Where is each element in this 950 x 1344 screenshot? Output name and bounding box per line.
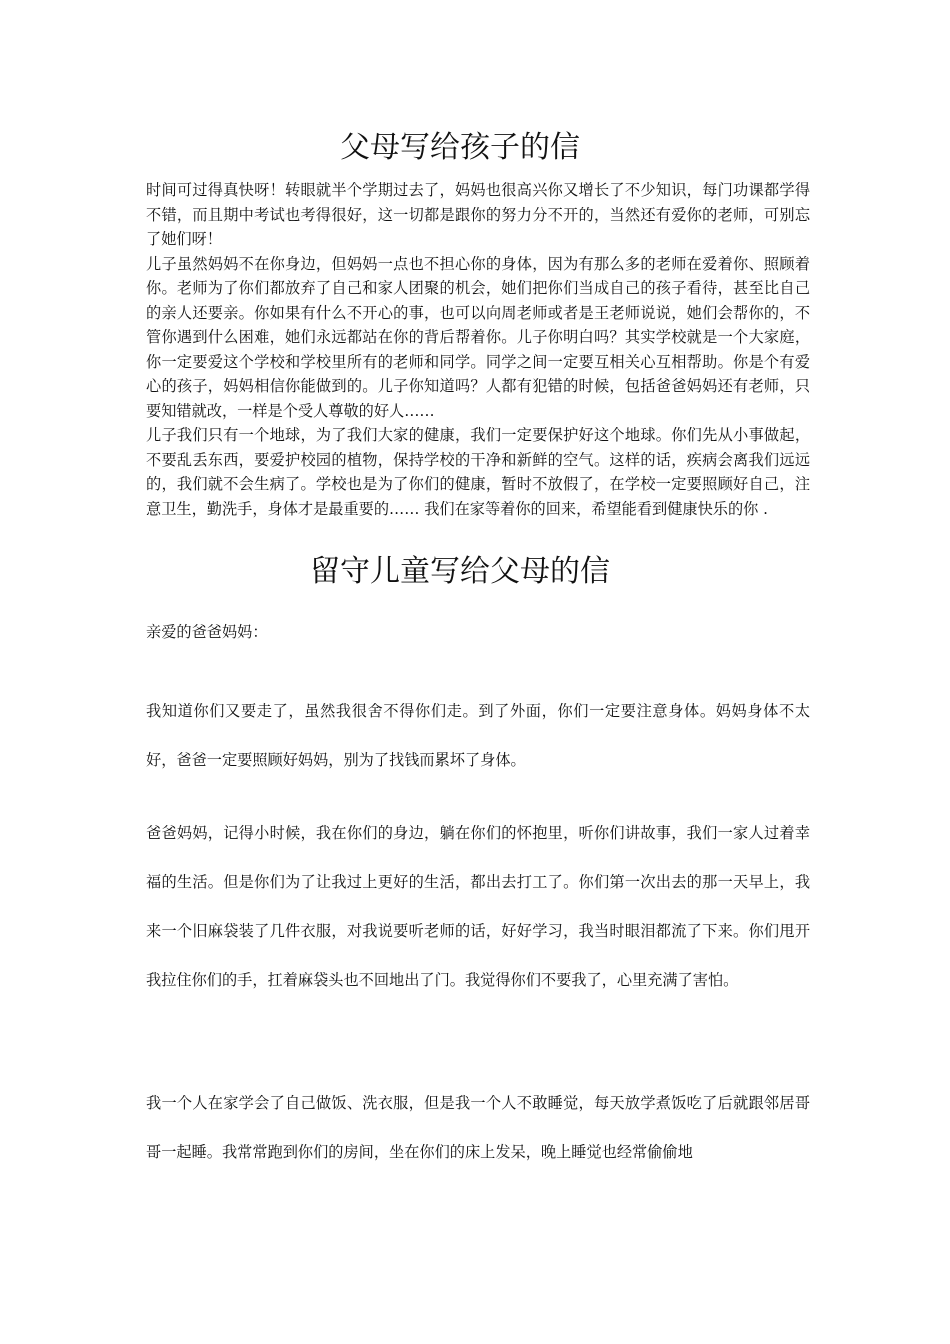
letter1-title: 父母写给孩子的信 bbox=[340, 130, 580, 165]
letter1-body bbox=[146, 178, 810, 521]
letter1-paragraph-3: 儿子我们只有一个地球，为了我们大家的健康，我们一定要保护好这个地球。你们先从小事做起，不要乱丢东西，要爱护校园的植物，保持学校的干净和新鲜的空气。这样的话，疾病会离我们远远的，我们就不会生病了。学校也是为了你们的健康，暂时不放假了，在学校一定要照顾好自己，注意卫生，勤洗手，身体才是最重要的…… 我们在家等着你的回来，希望能看到健康快乐的你 . bbox=[146, 426, 810, 518]
letter1-paragraph-1: 时间可过得真快呀！转眼就半个学期过去了，妈妈也很高兴你又增长了不少知识，每门功课都学得不错，而且期中考试也考得很好，这一切都是跟你的努力分不开的，当然还有爱你的老师，可别忘了她们呀！ bbox=[146, 181, 810, 248]
letter2-paragraph-3: 我一个人在家学会了自己做饭、洗衣服，但是我一个人不敢睡觉，每天放学煮饭吃了后就跟邻居哥哥一起睡。我常常跑到你们的房间，坐在你们的床上发呆，晚上睡觉也经常偷偷地 bbox=[146, 1094, 810, 1162]
letter2-body bbox=[146, 672, 810, 1172]
letter1-paragraph-2: 儿子虽然妈妈不在你身边，但妈妈一点也不担心你的身体，因为有那么多的老师在爱着你、照顾着你。老师为了你们都放弃了自己和家人团聚的机会，她们把你们当成自己的孩子看待，甚至比自己的亲人还要亲。你如果有什么不开心的事，也可以向周老师或者是王老师说说，她们会帮你的，不管你遇到什么困难，她们永远都站在你的背后帮着你。儿子你明白吗？其实学校就是一个大家庭，你一定要爱这个学校和学校里所有的老师和同学。同学之间一定要互相关心互相帮助。你是个有爱心的孩子，妈妈相信你能做到的。儿子你知道吗？人都有犯错的时候，包括爸爸妈妈还有老师，只要知错就改，一样是个受人尊敬的好人…… bbox=[146, 254, 810, 420]
letter2-paragraph-1: 我知道你们又要走了，虽然我很舍不得你们走。到了外面，你们一定要注意身体。妈妈身体不太好，爸爸一定要照顾好妈妈，别为了找钱而累坏了身体。 bbox=[146, 702, 810, 770]
letter2-paragraph-2: 爸爸妈妈，记得小时候，我在你们的身边，躺在你们的怀抱里，听你们讲故事，我们一家人过着幸福的生活。但是你们为了让我过上更好的生活，都出去打工了。你们第一次出去的那一天早上，我来一个旧麻袋装了几件衣服，对我说要听老师的话，好好学习，我当时眼泪都流了下来。你们甩开我拉住你们的手，扛着麻袋头也不回地出了门。我觉得你们不要我了，心里充满了害怕。 bbox=[146, 824, 810, 990]
letter2-salutation: 亲爱的爸爸妈妈： bbox=[146, 623, 268, 641]
letter2-title: 留守儿童写给父母的信 bbox=[310, 554, 610, 589]
